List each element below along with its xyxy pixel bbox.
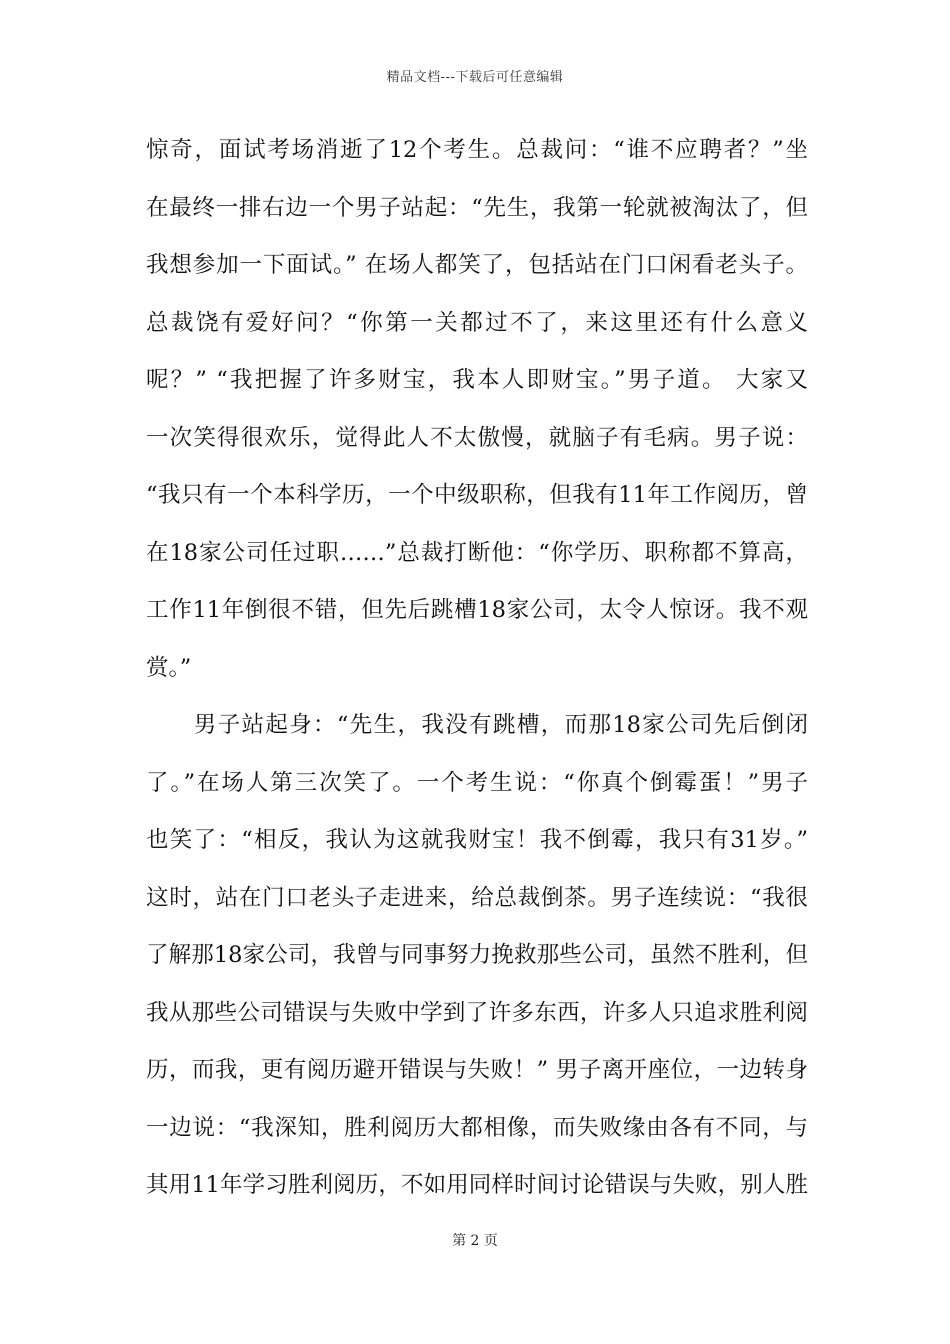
paragraph-2 bbox=[146, 705, 808, 1223]
text-line: 这时，站在门口老头子走进来，给总裁倒茶。男子连续说：“我很 bbox=[146, 884, 808, 911]
text-line: 也笑了：“相反，我认为这就我财宝！我不倒霉，我只有31岁。” bbox=[146, 827, 808, 853]
text-line: 男子站起身：“先生，我没有跳槽，而那18家公司先后倒闭 bbox=[146, 712, 808, 738]
text-line: 总裁饶有爱好问？“你第一关都过不了，来这里还有什么意义 bbox=[146, 309, 808, 336]
page-header: 精品文档---下载后可任意编辑 bbox=[386, 70, 564, 85]
text-line: 一边说：“我深知，胜利阅历大都相像，而失败缘由各有不同，与 bbox=[146, 1114, 808, 1141]
paragraph-1 bbox=[146, 130, 808, 705]
text-line: 在18家公司任过职……”总裁打断他：“你学历、职称都不算高， bbox=[146, 539, 808, 566]
text-line: 我想参加一下面试。” 在场人都笑了，包括站在门口闲看老头子。 bbox=[146, 252, 808, 278]
text-line: 了。”在场人第三次笑了。一个考生说：“你真个倒霉蛋！”男子 bbox=[146, 769, 808, 796]
text-line: 我从那些公司错误与失败中学到了许多东西，许多人只追求胜利阅 bbox=[146, 999, 808, 1026]
text-line: 历，而我，更有阅历避开错误与失败！” 男子离开座位，一边转身 bbox=[146, 1057, 808, 1083]
text-line: 工作11年倒很不错，但先后跳槽18家公司，太令人惊讶。我不观 bbox=[146, 597, 808, 623]
text-line: 呢？” “我把握了许多财宝，我本人即财宝。”男子道。 大家又 bbox=[146, 367, 808, 393]
page-number: 第 2 页 bbox=[452, 1233, 498, 1249]
text-line: 一次笑得很欢乐，觉得此人不太傲慢，就脑子有毛病。男子说： bbox=[146, 424, 808, 451]
text-line: 其用11年学习胜利阅历，不如用同样时间讨论错误与失败，别人胜 bbox=[146, 1172, 808, 1198]
text-line: 赏。” bbox=[146, 654, 192, 681]
text-line: 惊奇，面试考场消逝了12个考生。总裁问：“谁不应聘者？”坐 bbox=[146, 137, 808, 163]
text-line: “我只有一个本科学历，一个中级职称，但我有11年工作阅历，曾 bbox=[146, 482, 808, 508]
text-line: 了解那18家公司，我曾与同事努力挽救那些公司，虽然不胜利，但 bbox=[146, 942, 808, 968]
text-line: 在最终一排右边一个男子站起：“先生，我第一轮就被淘汰了，但 bbox=[146, 194, 808, 221]
document-body bbox=[146, 130, 808, 1223]
